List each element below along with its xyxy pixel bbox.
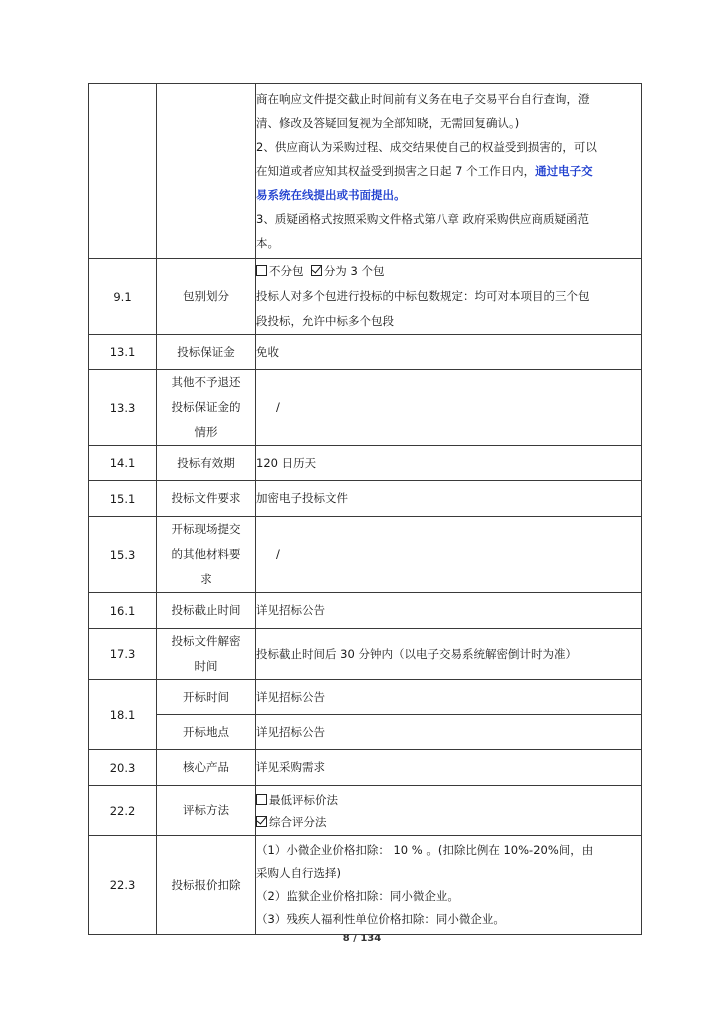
table-row: 9.1 包别划分 不分包 分为 3 个包 投标人对多个包进行投标的中标包数规定：均可对本项目的三个包 段投标，允许中标多个包段 <box>89 259 642 335</box>
table-row: 13.1 投标保证金 免收 <box>89 335 642 370</box>
clause-name: 包别划分 <box>157 259 256 335</box>
highlighted-text: 易系统在线提出或书面提出。 <box>256 188 406 202</box>
table-row: 13.3 其他不予退还 投标保证金的 情形 / <box>89 370 642 446</box>
table-row: 22.2 评标方法 最低评标价法 综合评分法 <box>89 786 642 836</box>
table-row: 17.3 投标文件解密 时间 投标截止时间后 30 分钟内（以电子交易系统解密倒计时为准） <box>89 629 642 680</box>
table-row: 开标地点 详见招标公告 <box>89 715 642 750</box>
clause-name-cell <box>157 84 256 259</box>
clause-number-cell <box>89 84 157 259</box>
clause-number: 9.1 <box>89 259 157 335</box>
table-row: 14.1 投标有效期 120 日历天 <box>89 446 642 481</box>
table-row: 18.1 开标时间 详见招标公告 <box>89 680 642 715</box>
table-row: 22.3 投标报价扣除 （1）小微企业价格扣除： 10 % 。(扣除比例在 10%-20%间，由 采购人自行选择) （2）监狱企业价格扣除：同小微企业。 （3）残疾人福利性单位价格扣除：同小微企业。 <box>89 836 642 935</box>
table-row <box>89 84 642 259</box>
highlighted-text: 通过电子交 <box>535 164 593 178</box>
table-row: 15.1 投标文件要求 加密电子投标文件 <box>89 481 642 517</box>
table-row: 15.3 开标现场提交 的其他材料要 求 / <box>89 517 642 593</box>
page-number: 8 / 134 <box>342 933 382 944</box>
checked-box-icon <box>256 816 267 827</box>
tender-data-table <box>88 83 642 935</box>
table-row: 16.1 投标截止时间 详见招标公告 <box>89 593 642 629</box>
clause-content-cell: 商在响应文件提交截止时间前有义务在电子交易平台自行查询，澄 清、修改及答疑回复视为全部知晓，无需回复确认。) 2、供应商认为采购过程、成交结果使自己的权益受到损害的，可以 在知道或者应知其权益受到损害之日起 7 个工作日内，通过电子交 易系统在线提出或书面提出。 3、质疑函格式按照采购文件格式第八章 政府采购供应商质疑函范 本。 <box>256 84 642 259</box>
table-row: 20.3 核心产品 详见采购需求 <box>89 750 642 786</box>
unchecked-box-icon <box>256 794 267 805</box>
unchecked-box-icon <box>256 265 267 276</box>
checked-box-icon <box>311 265 322 276</box>
